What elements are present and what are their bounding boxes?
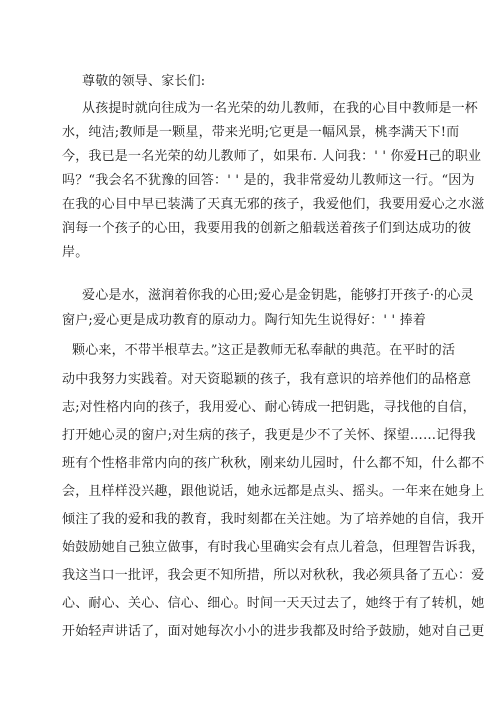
paragraph-line: 颗心来，不带半根草去。”这正是教师无私奉献的典范。在平时的活 <box>72 343 456 358</box>
paragraph-line: 动中我努力实践着。对天资聪颖的孩子，我有意识的培养他们的品格意 <box>62 372 472 387</box>
paragraph-line: 打开她心灵的窗户;对生病的孩子，我更是少不了关怀、探望……记得我 <box>62 428 476 443</box>
paragraph-line: 润每一个孩子的心田，我要用我的创新之船载送着孩子们到达成功的彼 <box>62 221 472 236</box>
paragraph-line: 我这当口一批评，我会更不知所措，所以对秋秋，我必须具备了五心：爱 <box>62 568 485 583</box>
paragraph-line: 窗户;爱心更是成功教育的原动力。陶行知先生说得好：' ' 捧着 <box>62 313 426 328</box>
paragraph-line: 爱心是水，滋润着你我的心田;爱心是金钥匙，能够打开孩子·的心灵 <box>82 288 474 303</box>
paragraph-line: 志;对性格内向的孩子，我用爱心、耐心铸成一把钥匙，寻找他的自信， <box>62 400 476 415</box>
paragraph-line: 倾注了我的爱和我的教育，我时刻都在关注她。为了培养她的自信，我开 <box>62 512 485 527</box>
paragraph-line: 吗？“我会名不犹豫的回答：' ' 是的，我非常爱幼儿教师这一行。“因为 <box>62 173 475 188</box>
paragraph-line: 在我的心目中早已装满了天真无邪的孩子，我爱他们，我要用爱心之水滋 <box>62 197 485 212</box>
paragraph-line: 岸。 <box>62 245 89 260</box>
paragraph-line: 从孩提时就向往成为一名光荣的幼儿教师，在我的心目中教师是一杯 <box>82 101 479 116</box>
paragraph-line: 今，我已是一名光荣的幼儿教师了，如果布. 人问我：' ' 你爱H己的职业 <box>62 149 482 164</box>
paragraph-line: 班有个性格非常内向的孩广秋秋，刚来幼儿园时，什么都不知，什么都不 <box>62 456 485 471</box>
paragraph-line: 开始轻声讲话了，面对她每次小小的进步我都及时给予鼓励，她对自己更 <box>62 624 485 639</box>
paragraph-line: 始鼓励她自己独立做事，有时我心里确实会有点儿着急，但理智告诉我， <box>62 540 485 555</box>
paragraph-line: 心、耐心、关心、信心、细心。时间一天天过去了，她终于有了转机，她 <box>62 596 485 611</box>
paragraph-line: 水，纯洁;教师是一颗星，带来光明;它更是一幅风景，桃李满天下!而 <box>62 125 460 140</box>
paragraph-line: 会，且样样没兴趣，跟他说话，她永远都是点头、摇头。一年来在她身上 <box>62 484 485 499</box>
greeting: 尊敬的领导、家长们: <box>82 74 206 89</box>
